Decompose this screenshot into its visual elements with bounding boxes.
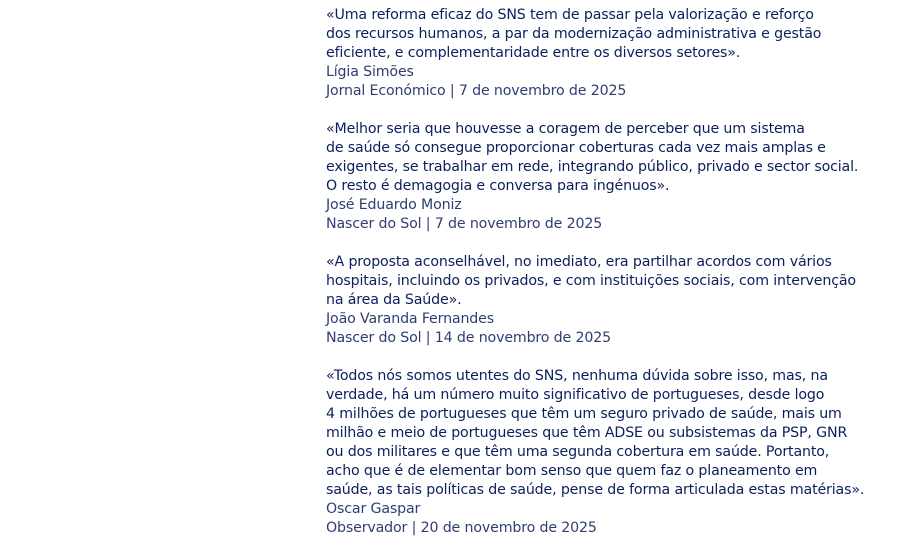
- quotes-list: [326, 6, 886, 557]
- quote-source: Observador | 20 de novembro de 2025: [326, 520, 597, 536]
- quote-author: João Varanda Fernandes: [326, 311, 494, 327]
- quote-line: dos recursos humanos, a par da modernização administrativa e gestão: [326, 26, 822, 42]
- quote-block: [326, 253, 886, 348]
- quote-line: «Uma reforma eficaz do SNS tem de passar pela valorização e reforço: [326, 7, 814, 23]
- quote-source: Nascer do Sol | 14 de novembro de 2025: [326, 330, 611, 346]
- quote-line: ou dos militares e que têm uma segunda cobertura em saúde. Portanto,: [326, 444, 830, 460]
- quote-line: exigentes, se trabalhar em rede, integrando público, privado e sector social.: [326, 159, 859, 175]
- quote-block: [326, 367, 886, 538]
- quote-block: [326, 120, 886, 234]
- quote-line: «Todos nós somos utentes do SNS, nenhuma dúvida sobre isso, mas, na: [326, 368, 828, 384]
- quote-block: [326, 6, 886, 101]
- quote-author: José Eduardo Moniz: [326, 197, 462, 213]
- quote-line: de saúde só consegue proporcionar coberturas cada vez mais amplas e: [326, 140, 826, 156]
- quote-line: 4 milhões de portugueses que têm um seguro privado de saúde, mais um: [326, 406, 842, 422]
- quote-source: Nascer do Sol | 7 de novembro de 2025: [326, 216, 603, 232]
- quote-line: «Melhor seria que houvesse a coragem de perceber que um sistema: [326, 121, 805, 137]
- quote-line: saúde, as tais políticas de saúde, pense de forma articulada estas matérias».: [326, 482, 865, 498]
- quote-line: hospitais, incluindo os privados, e com instituições sociais, com intervenção: [326, 273, 856, 289]
- quote-author: Oscar Gaspar: [326, 501, 421, 517]
- quote-line: «A proposta aconselhável, no imediato, era partilhar acordos com vários: [326, 254, 832, 270]
- quote-source: Jornal Económico | 7 de novembro de 2025: [326, 83, 627, 99]
- quote-line: na área da Saúde».: [326, 292, 462, 308]
- quote-line: milhão e meio de portugueses que têm ADSE ou subsistemas da PSP, GNR: [326, 425, 848, 441]
- quote-line: eficiente, e complementaridade entre os diversos setores».: [326, 45, 741, 61]
- quote-line: acho que é de elementar bom senso que quem faz o planeamento em: [326, 463, 818, 479]
- quote-line: O resto é demagogia e conversa para ingénuos».: [326, 178, 670, 194]
- quote-line: verdade, há um número muito significativo de portugueses, desde logo: [326, 387, 825, 403]
- quote-author: Lígia Simões: [326, 64, 414, 80]
